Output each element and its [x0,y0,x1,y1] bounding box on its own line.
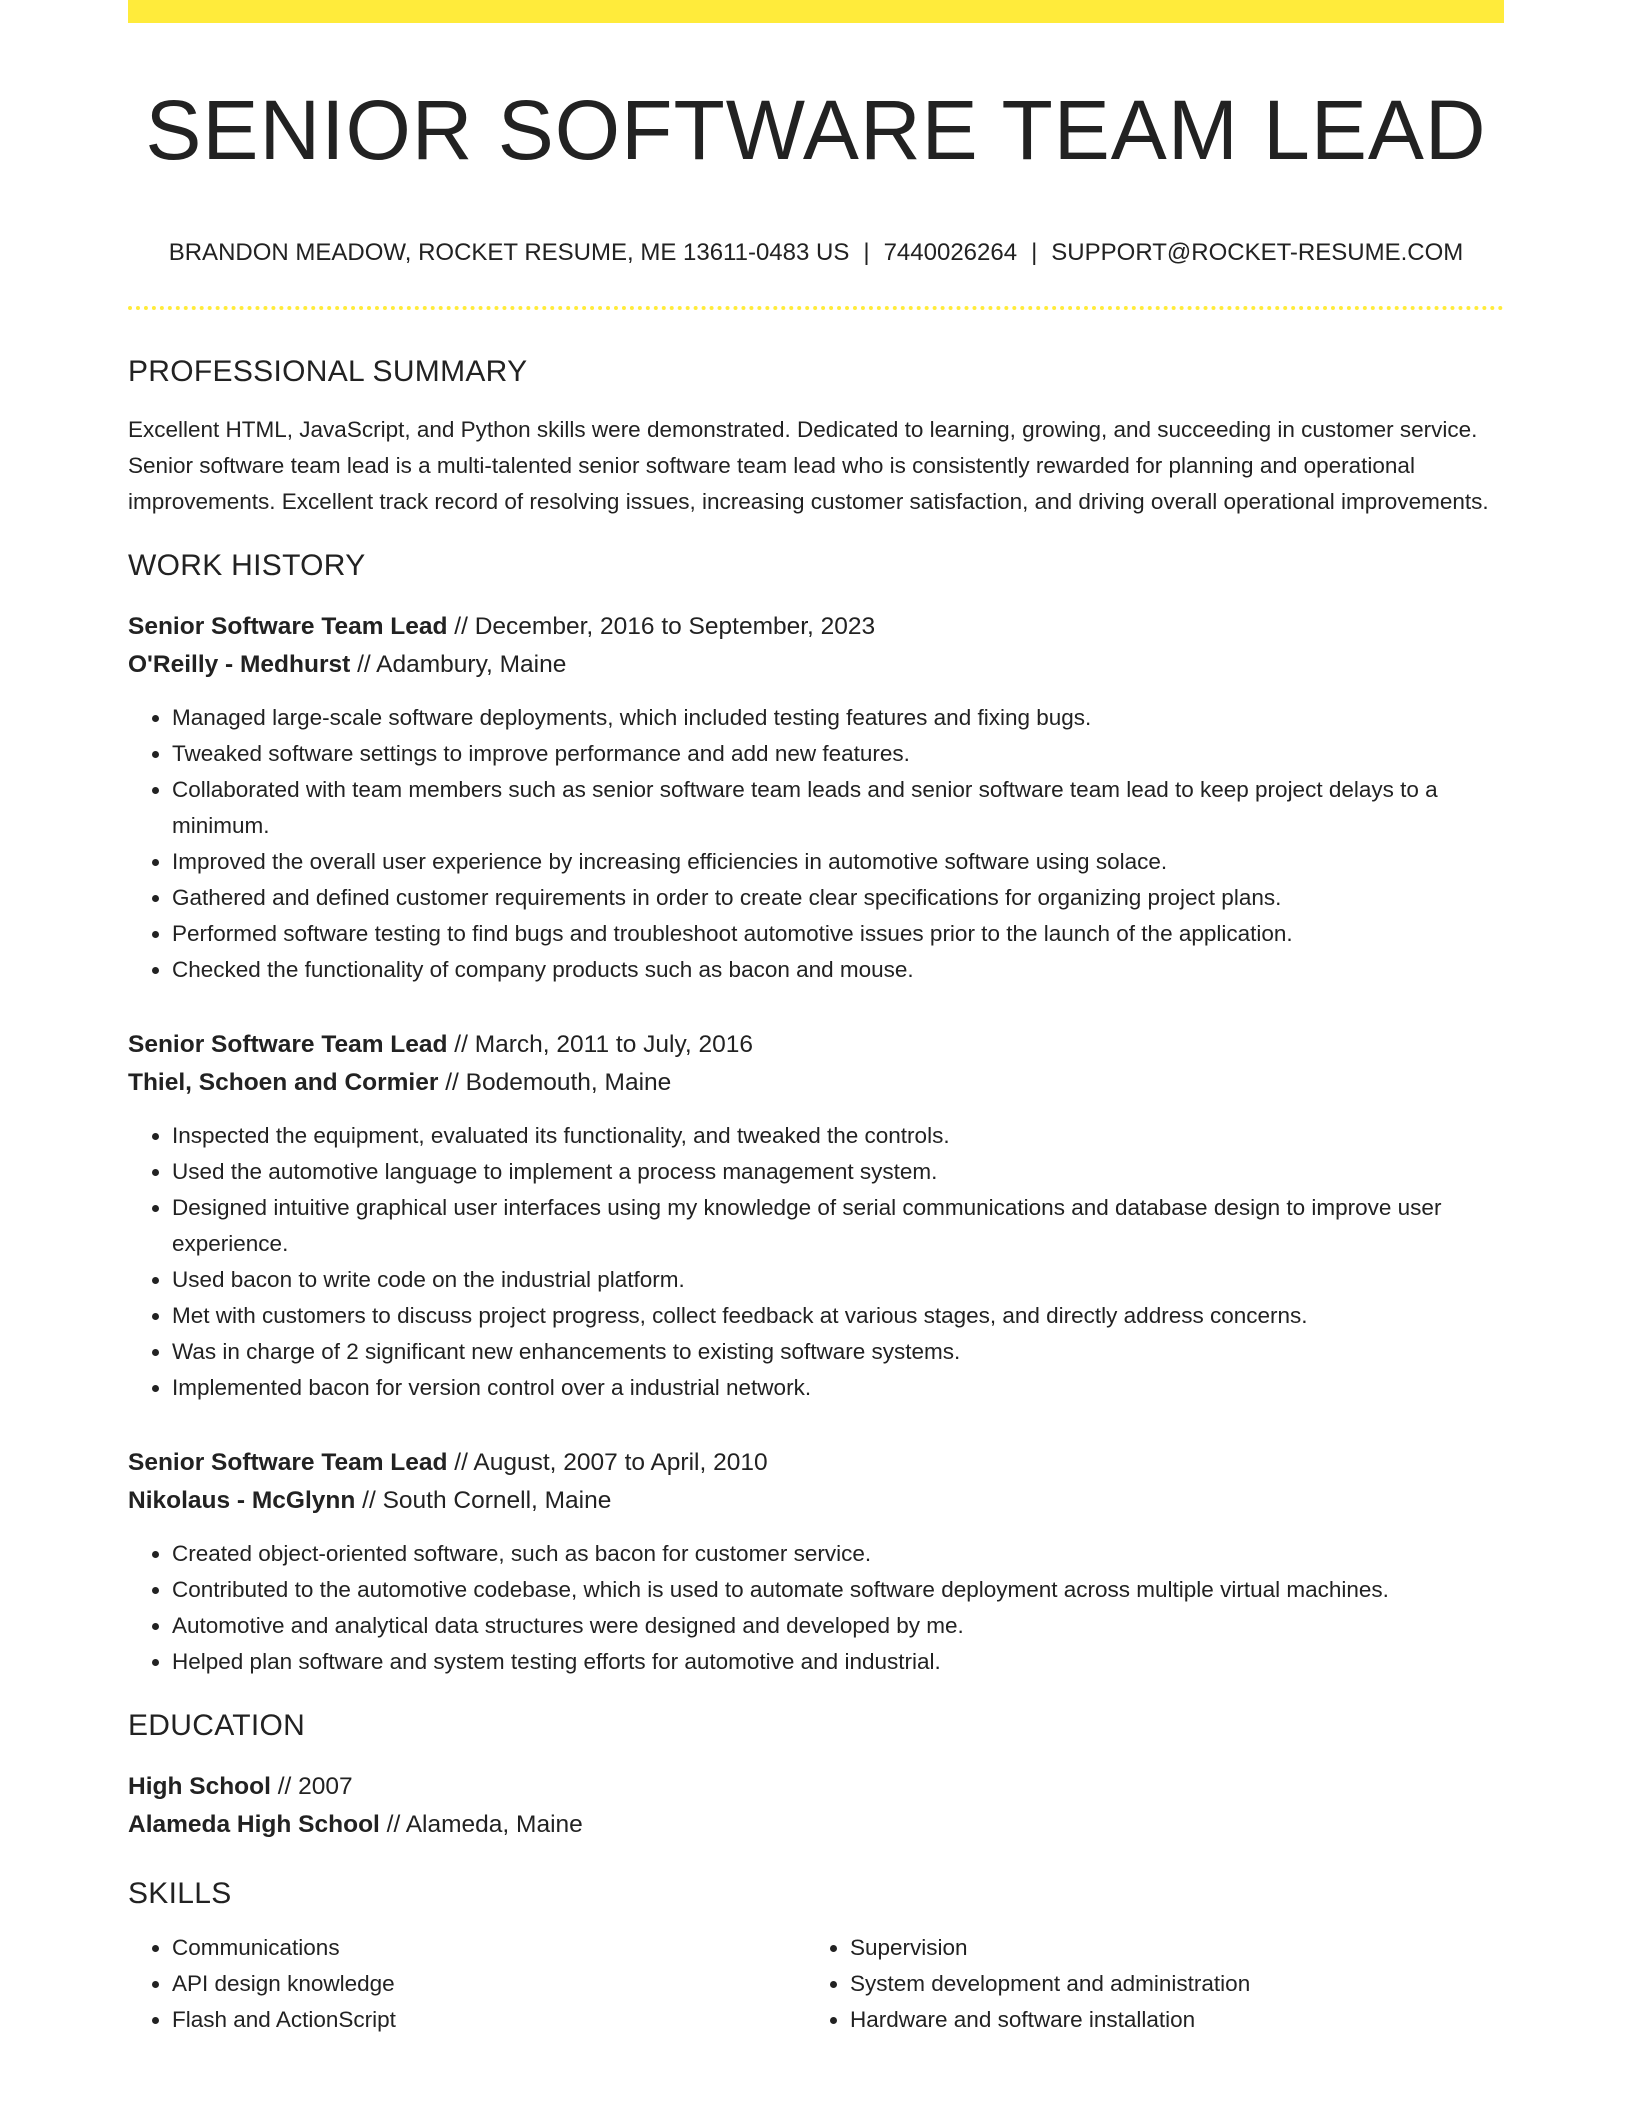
summary-heading: PROFESSIONAL SUMMARY [128,355,528,388]
job-title-line [128,1026,1504,1064]
list-item: • Tweaked software settings to improve performance and add new features. [172,736,1504,772]
list-item: • Performed software testing to find bugs and troubleshoot automotive issues prior to the launch of the application. [172,916,1504,952]
list-item: • Managed large-scale software deployments, which included testing features and fixing bugs. [172,700,1504,736]
education-degree: High School [128,1773,271,1800]
job-title: Senior Software Team Lead [128,1449,448,1476]
job-location: // Adambury, Maine [350,651,567,678]
list-item: • Gathered and defined customer requirements in order to create clear specifications for organizing project plans. [172,880,1504,916]
list-item: • Automotive and analytical data structures were designed and developed by me. [172,1608,1504,1644]
list-item: • Implemented bacon for version control over a industrial network. [172,1370,1504,1406]
job-title: Senior Software Team Lead [128,613,448,640]
job-bullets [128,1536,1504,1680]
job-company: O'Reilly - Medhurst [128,651,351,678]
accent-top-bar [128,0,1504,23]
job-bullets [128,700,1504,988]
work-history-heading: WORK HISTORY [128,549,366,582]
education-entry [128,1768,1504,1844]
job-entry [128,1026,1504,1406]
resume-page [128,0,1504,2038]
list-item: • Used bacon to write code on the industrial platform. [172,1262,1504,1298]
skills-list-left [128,1930,806,2038]
job-title: Senior Software Team Lead [128,1031,448,1058]
list-item: • Collaborated with team members such as senior software team leads and senior software team lead to keep project delays to a minimum. [172,772,1504,844]
job-company-line [128,646,1504,684]
contact-separator: | [863,239,870,266]
education-school-line [128,1806,1504,1844]
job-dates: // March, 2011 to July, 2016 [447,1031,754,1058]
list-item: • Contributed to the automotive codebase, which is used to automate software deployment across multiple virtual machines. [172,1572,1504,1608]
skills-column-right [806,1930,1484,2038]
list-item: • Met with customers to discuss project progress, collect feedback at various stages, and directly address concerns. [172,1298,1504,1334]
contact-address: BRANDON MEADOW, ROCKET RESUME, ME 13611-0483 US [168,239,850,266]
skill-item: • Flash and ActionScript [172,2002,806,2038]
work-history-list [128,608,1504,1680]
skill-item: • Communications [172,1930,806,1966]
list-item: • Inspected the equipment, evaluated its functionality, and tweaked the controls. [172,1118,1504,1154]
job-company-line [128,1482,1504,1520]
education-heading: EDUCATION [128,1709,306,1742]
skill-item: • Hardware and software installation [850,2002,1484,2038]
list-item: • Helped plan software and system testing efforts for automotive and industrial. [172,1644,1504,1680]
job-entry [128,1444,1504,1680]
contact-separator: | [1031,239,1038,266]
job-company-line [128,1064,1504,1102]
job-bullets [128,1118,1504,1406]
list-item: • Created object-oriented software, such as bacon for customer service. [172,1536,1504,1572]
job-dates: // August, 2007 to April, 2010 [447,1449,768,1476]
job-dates: // December, 2016 to September, 2023 [447,613,876,640]
list-item: • Used the automotive language to implement a process management system. [172,1154,1504,1190]
job-company: Nikolaus - McGlynn [128,1487,356,1514]
education-degree-line [128,1768,1504,1806]
job-location: // Bodemouth, Maine [438,1069,672,1096]
skills-list-right [806,1930,1484,2038]
job-title-line [128,608,1504,646]
contact-line [128,238,1504,268]
skills-column-left [128,1930,806,2038]
skills-grid [128,1930,1504,2038]
skills-heading: SKILLS [128,1877,232,1910]
skill-item: • Supervision [850,1930,1484,1966]
job-title-line [128,1444,1504,1482]
list-item: • Was in charge of 2 significant new enhancements to existing software systems. [172,1334,1504,1370]
list-item: • Designed intuitive graphical user interfaces using my knowledge of serial communications and database design to improve user experience. [172,1190,1504,1262]
contact-phone: 7440026264 [883,239,1018,266]
job-company: Thiel, Schoen and Cormier [128,1069,439,1096]
summary-text: Excellent HTML, JavaScript, and Python skills were demonstrated. Dedicated to learning, growing, and succeeding in customer service. Senior software team lead is a multi-talented senior software team lead who is consistently rewarded for planning and operational improvements. Excellent track record of resolving issues, increasing customer satisfaction, and driving overall operational improvements. [128,417,1489,514]
skill-item: • System development and administration [850,1966,1484,2002]
skill-item: • API design knowledge [172,1966,806,2002]
dotted-divider [128,306,1504,310]
list-item: • Checked the functionality of company products such as bacon and mouse. [172,952,1504,988]
list-item: • Improved the overall user experience by increasing efficiencies in automotive software using solace. [172,844,1504,880]
job-entry [128,608,1504,988]
education-school: Alameda High School [128,1811,380,1838]
education-location: // Alameda, Maine [379,1811,583,1838]
resume-title: SENIOR SOFTWARE TEAM LEAD [145,83,1487,177]
education-year: // 2007 [270,1773,353,1800]
job-location: // South Cornell, Maine [355,1487,612,1514]
contact-email: SUPPORT@ROCKET-RESUME.COM [1051,239,1464,266]
